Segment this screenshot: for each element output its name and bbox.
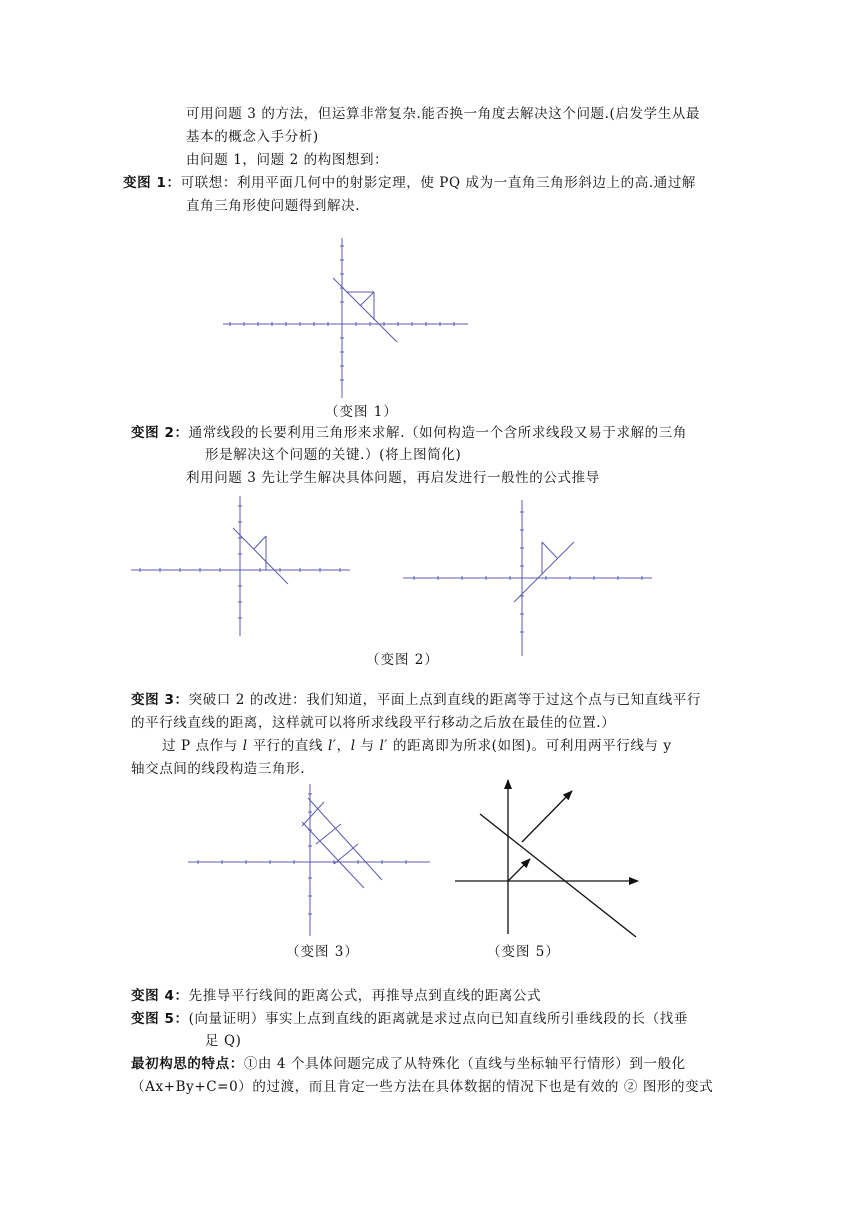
variant2-line1: 变图 2：通常线段的长要利用三角形来求解.（如何构造一个含所求线段又易于求解的三角 <box>131 425 687 441</box>
summary-line1: 最初构思的特点：①由 4 个具体问题完成了从特殊化（直线与坐标轴平行情形）到一般化 <box>131 1056 686 1072</box>
perpendicular-pq <box>360 292 374 306</box>
variant5-label: 变图 5： <box>131 1011 189 1027</box>
caption-variant2: （变图 2） <box>366 652 439 668</box>
given-line <box>233 528 288 584</box>
connector-3 <box>334 844 358 864</box>
variant3-label: 变图 3： <box>131 692 189 708</box>
vector-short <box>508 859 530 881</box>
caption-variant3: （变图 3） <box>286 944 359 960</box>
variant2-line3: 利用问题 3 先让学生解决具体问题，再启发进行一般性的公式推导 <box>186 470 600 486</box>
caption-variant1: （变图 1） <box>325 404 398 420</box>
variant2-label: 变图 2： <box>131 425 189 441</box>
summary-label: 最初构思的特点： <box>131 1056 244 1072</box>
variant5-line1: 变图 5：(向量证明）事实上点到直线的距离就是求过点向已知直线所引垂线段的长（找垂 <box>131 1011 688 1027</box>
variant2-line2: 形是解决这个问题的关键.）(将上图简化) <box>205 447 462 463</box>
para1-line3: 由问题 1，问题 2 的构图想到： <box>186 152 389 168</box>
variant3-line3: 过 P 点作与 l 平行的直线 l′，l 与 l′ 的距离即为所求(如图)。可利用两平行线与 y <box>162 738 672 754</box>
given-line <box>480 814 636 937</box>
figure-variant2-right <box>402 498 654 658</box>
variant3-line1: 变图 3：突破口 2 的改进：我们知道，平面上点到直线的距离等于过这个点与已知直线平行 <box>131 692 702 708</box>
figure-variant1 <box>220 236 470 401</box>
vector-long <box>522 791 572 842</box>
variant3-line4: 轴交点间的线段构造三角形. <box>131 761 306 777</box>
perpendicular-segment <box>542 542 557 558</box>
figure-variant2-left <box>130 494 352 640</box>
variant1-line1: 变图 1：可联想：利用平面几何中的射影定理，使 PQ 成为一直角三角形斜边上的高.通过解 <box>123 175 697 191</box>
caption-variant5: （变图 5） <box>487 944 560 960</box>
figure-variant3 <box>186 782 432 938</box>
variant4-label: 变图 4： <box>131 988 189 1004</box>
figure-variant5 <box>454 776 640 940</box>
variant5-line2: 足 Q) <box>205 1033 242 1049</box>
variant3-line2: 的平行线直线的距离，这样就可以将所求线段平行移动之后放在最佳的位置.） <box>131 715 616 731</box>
connector-1 <box>302 802 324 826</box>
summary-line2: （Ax+By+C=0）的过渡，而且肯定一些方法在具体数据的情况下也是有效的 ② 图形的变式 <box>131 1079 714 1095</box>
perpendicular-segment <box>254 536 266 549</box>
given-line <box>333 278 397 342</box>
given-line <box>514 542 574 602</box>
para1-line2: 基本的概念入手分析) <box>186 129 319 145</box>
connector-2 <box>316 824 341 844</box>
variant4-line: 变图 4：先推导平行线间的距离公式，再推导点到直线的距离公式 <box>131 988 542 1004</box>
variant1-label: 变图 1： <box>123 175 181 191</box>
para1-line1: 可用问题 3 的方法，但运算非常复杂.能否换一角度去解决这个问题.(启发学生从最 <box>186 106 701 122</box>
variant1-line2: 直角三角形使问题得到解决. <box>186 198 361 214</box>
